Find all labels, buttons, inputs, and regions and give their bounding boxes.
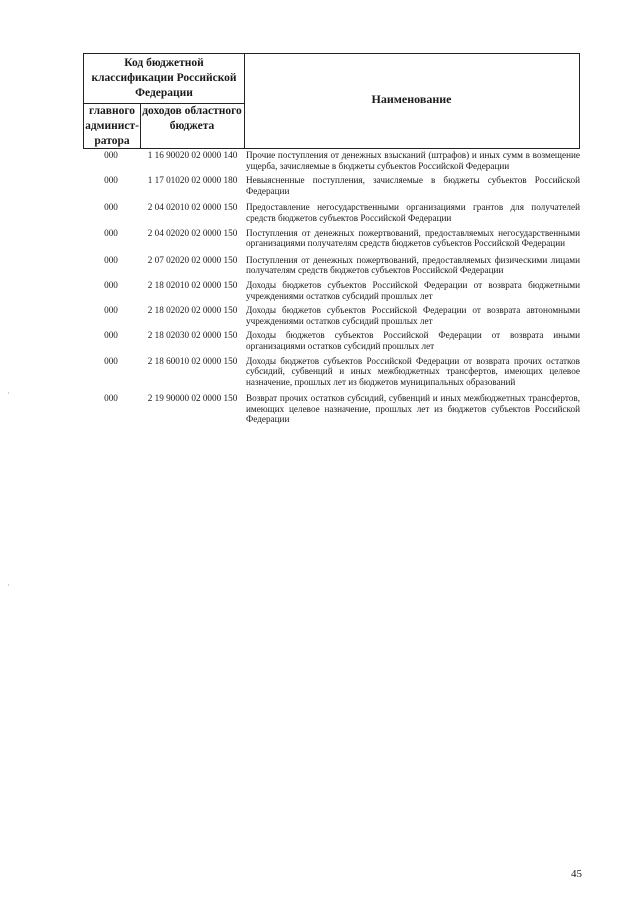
table-row bbox=[83, 356, 580, 388]
income-name: Поступления от денежных пожертвований, предоставляемых негосударственными организациями получателям средств бюджетов субъектов Российской Федерации bbox=[246, 227, 580, 249]
income-name: Невыясненные поступления, зачисляемые в бюджеты субъектов Российской Федерации bbox=[246, 175, 580, 196]
table-body bbox=[83, 150, 580, 425]
income-name: Доходы бюджетов субъектов Российской Федерации от возврата иными организациями остатков субсидий прошлых лет bbox=[246, 330, 580, 351]
classification-title: Код бюджетной классификации Российской Федерации bbox=[91, 57, 237, 99]
income-name: Доходы бюджетов субъектов Российской Федерации от возврата бюджетными учреждениями остатков субсидий прошлых лет bbox=[246, 279, 580, 301]
income-code: 2 07 02020 02 0000 150 bbox=[147, 254, 238, 265]
admin-code: 000 bbox=[104, 279, 118, 290]
income-name: Доходы бюджетов субъектов Российской Федерации от возврата прочих остатков субсидий, субвенций и иных межбюджетных трансфертов, имеющих целевое назначение, прошлых лет из бюджетов муниципальных образований bbox=[246, 355, 580, 387]
admin-code: 000 bbox=[104, 175, 118, 186]
income-name: Доходы бюджетов субъектов Российской Федерации от возврата автономными учреждениями остатков субсидий прошлых лет bbox=[246, 305, 580, 326]
admin-code: 000 bbox=[104, 393, 118, 404]
admin-code: 000 bbox=[104, 227, 118, 238]
admin-code: 000 bbox=[104, 330, 118, 341]
income-code: 2 18 02010 02 0000 150 bbox=[147, 279, 238, 290]
income-code: 2 19 90000 02 0000 150 bbox=[147, 393, 238, 404]
scan-speck bbox=[8, 392, 9, 394]
table-row bbox=[83, 255, 580, 276]
table-header bbox=[83, 53, 580, 149]
income-name: Предоставление негосударственными организациями грантов для получателей средств бюджетов субъектов Российской Федерации bbox=[246, 202, 580, 223]
table-row bbox=[83, 150, 580, 171]
income-code: 2 18 60010 02 0000 150 bbox=[147, 355, 238, 366]
table-row bbox=[83, 228, 580, 249]
admin-code: 000 bbox=[104, 254, 118, 265]
income-name: Поступления от денежных пожертвований, предоставляемых физическими лицами получателям средств бюджетов субъектов Российской Федерации bbox=[246, 254, 580, 276]
admin-code: 000 bbox=[104, 150, 118, 160]
admin-column-header: главного админист-ратора bbox=[85, 105, 139, 147]
income-code: 1 16 90020 02 0000 140 bbox=[147, 150, 238, 160]
admin-code: 000 bbox=[104, 305, 118, 316]
table-row bbox=[83, 280, 580, 301]
table-row bbox=[83, 175, 580, 196]
income-code: 1 17 01020 02 0000 180 bbox=[147, 175, 238, 186]
table-row bbox=[83, 305, 580, 326]
income-column-header: доходов областного бюджета bbox=[142, 105, 242, 132]
income-code: 2 18 02030 02 0000 150 bbox=[147, 330, 238, 341]
income-code: 2 04 02010 02 0000 150 bbox=[147, 202, 238, 213]
table-row bbox=[83, 202, 580, 223]
income-code: 2 18 02020 02 0000 150 bbox=[147, 305, 238, 316]
income-code: 2 04 02020 02 0000 150 bbox=[147, 227, 238, 238]
name-column-header: Наименование bbox=[371, 92, 452, 106]
income-name: Прочие поступления от денежных взысканий (штрафов) и иных сумм в возмещение ущерба, зачисляемые в бюджеты субъектов Российской Федерации bbox=[246, 150, 580, 171]
page-number: 45 bbox=[571, 868, 582, 880]
admin-code: 000 bbox=[104, 355, 118, 366]
income-name: Возврат прочих остатков субсидий, субвенций и иных межбюджетных трансфертов, имеющих целевое назначение, прошлых лет из бюджетов субъектов Российской Федерации bbox=[246, 393, 580, 425]
scan-speck bbox=[8, 584, 9, 586]
admin-code: 000 bbox=[104, 202, 118, 213]
table-row bbox=[83, 330, 580, 351]
table-row bbox=[83, 393, 580, 425]
